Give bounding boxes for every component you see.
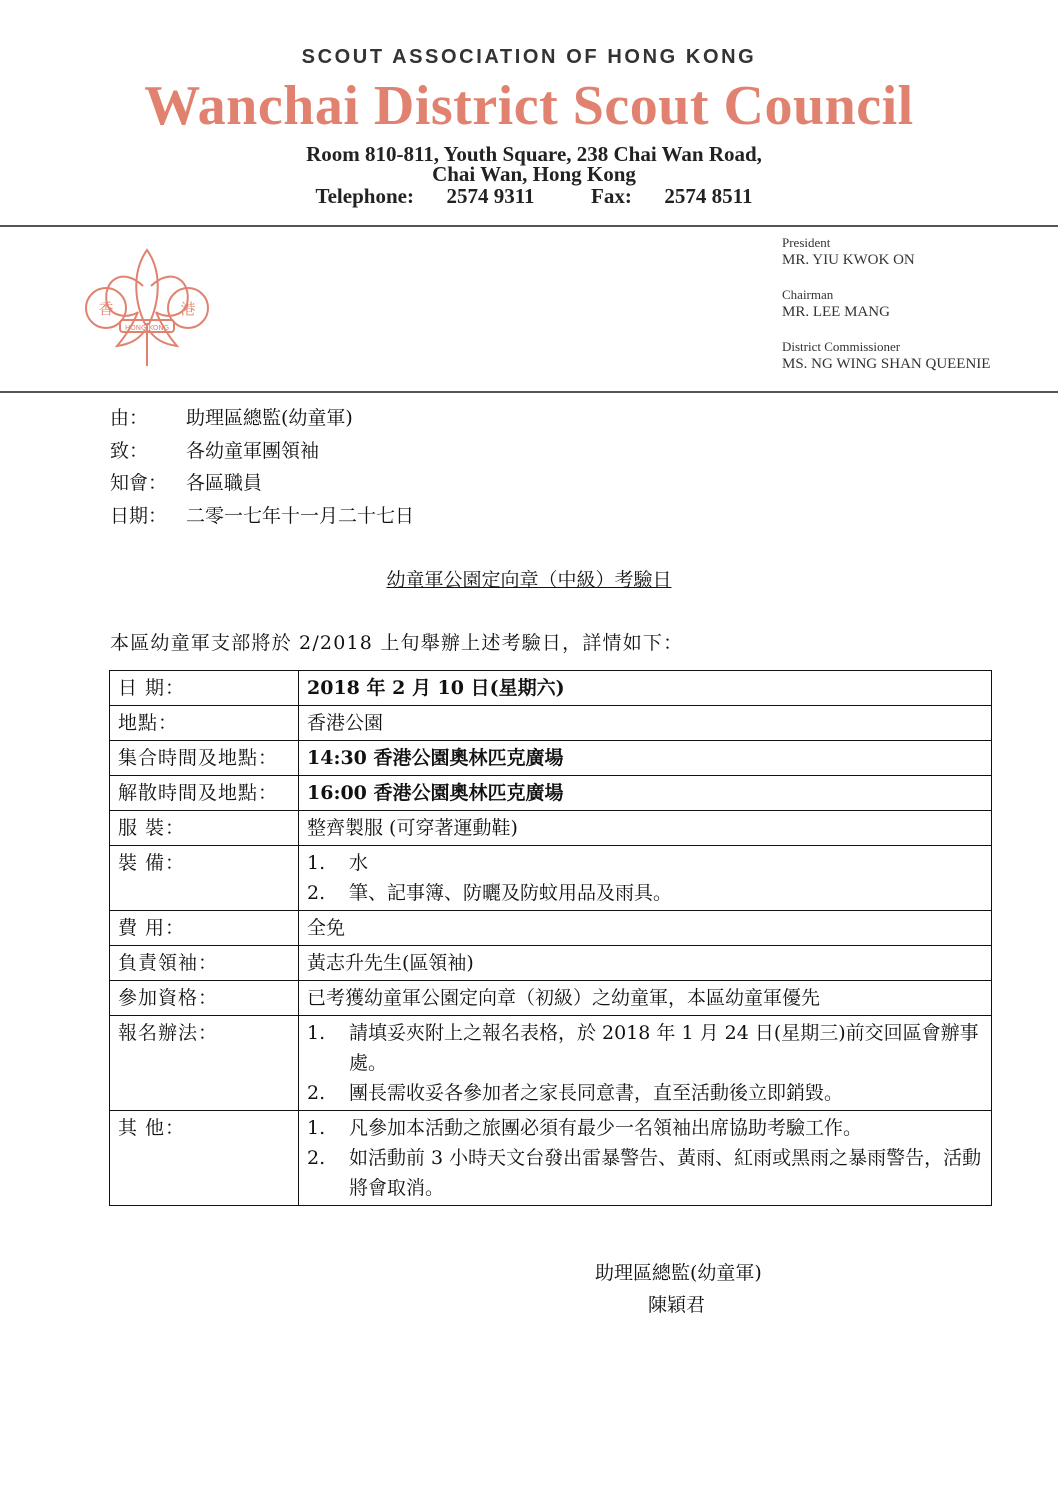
council-name: Wanchai District Scout Council <box>144 75 914 137</box>
list-item <box>307 1113 983 1143</box>
memo-cc-label: 知會： <box>110 472 168 494</box>
list-item-number: 2. <box>307 882 326 904</box>
official-name-commissioner: MS. NG WING SHAN QUEENIE <box>782 356 991 372</box>
list-item-text: 筆、記事簿、防曬及防蚊用品及雨具。 <box>349 882 673 904</box>
dismissal-value: 16:00 香港公園奧林匹克廣場 <box>299 776 992 811</box>
list-item <box>307 1143 983 1203</box>
list-item <box>307 1018 983 1078</box>
eligibility-value: 已考獲幼童軍公園定向章（初級）之幼童軍，本區幼童軍優先 <box>299 981 992 1016</box>
list-item <box>307 1078 983 1108</box>
table-row <box>110 741 992 776</box>
official-role-chairman: Chairman <box>782 287 834 302</box>
registration-label: 報名辦法： <box>110 1016 299 1111</box>
leader-label: 負責領袖： <box>110 946 299 981</box>
emblem-right-char: 港 <box>180 300 196 318</box>
header-divider-bottom <box>0 391 1058 393</box>
venue-label: 地點： <box>110 706 299 741</box>
memo-cc <box>110 468 262 498</box>
signature-title: 助理區總監(幼童軍) <box>595 1262 762 1284</box>
leader-value: 黃志升先生(區領袖) <box>299 946 992 981</box>
scout-fleur-de-lis-emblem-icon <box>82 246 212 370</box>
fax-number: 2574 8511 <box>664 184 753 208</box>
table-row <box>110 811 992 846</box>
list-item-number: 1. <box>307 1022 326 1044</box>
date-label: 日 期： <box>110 671 299 706</box>
association-name: SCOUT ASSOCIATION OF HONG KONG <box>301 46 757 68</box>
memo-date-label: 日期： <box>110 505 168 527</box>
telephone-label: Telephone: <box>315 184 414 208</box>
address-line-2: Chai Wan, Hong Kong <box>432 162 636 186</box>
official-role-commissioner: District Commissioner <box>782 339 901 354</box>
memo-to-label: 致： <box>110 440 149 462</box>
dismissal-label: 解散時間及地點： <box>110 776 299 811</box>
list-item-text: 如活動前 3 小時天文台發出雷暴警告、黃雨、紅雨或黑雨之暴雨警告，活動將會取消。 <box>349 1147 982 1199</box>
list-item-text: 團長需收妥各參加者之家長同意書，直至活動後立即銷毀。 <box>349 1082 844 1104</box>
telephone-number: 2574 9311 <box>446 184 535 208</box>
official-role-president: President <box>782 235 831 250</box>
memo-date-value: 二零一七年十一月二十七日 <box>186 505 415 527</box>
table-row <box>110 911 992 946</box>
list-item-number: 2. <box>307 1147 326 1169</box>
emblem-left-char: 香 <box>98 300 114 318</box>
table-row <box>110 671 992 706</box>
uniform-label: 服 裝： <box>110 811 299 846</box>
table-row <box>110 846 992 911</box>
details-table <box>109 670 992 1206</box>
assembly-value: 14:30 香港公園奧林匹克廣場 <box>299 741 992 776</box>
table-row <box>110 776 992 811</box>
fee-label: 費 用： <box>110 911 299 946</box>
signature-name: 陳穎君 <box>648 1294 706 1316</box>
list-item-number: 1. <box>307 1117 326 1139</box>
fax-label: Fax: <box>591 184 632 208</box>
table-row <box>110 1016 992 1111</box>
officials-list <box>782 234 990 390</box>
official-name-president: MR. YIU KWOK ON <box>782 252 915 268</box>
fee-value: 全免 <box>299 911 992 946</box>
others-label: 其 他： <box>110 1111 299 1206</box>
scout-emblem <box>82 246 212 370</box>
list-item <box>307 878 983 908</box>
list-item-text: 凡參加本活動之旅團必須有最少一名領袖出席協助考驗工作。 <box>349 1117 863 1139</box>
memo-from-label: 由： <box>110 407 149 429</box>
document-subject: 幼童軍公園定向章（中級）考驗日 <box>386 569 672 591</box>
memo-to-value: 各幼童軍團領袖 <box>186 440 320 462</box>
uniform-value: 整齊製服 (可穿著運動鞋) <box>299 811 992 846</box>
official-name-chairman: MR. LEE MANG <box>782 304 890 320</box>
list-item-text: 水 <box>349 852 369 874</box>
list-item-number: 1. <box>307 852 326 874</box>
list-item-number: 2. <box>307 1082 326 1104</box>
equipment-list <box>299 846 992 911</box>
date-value: 2018 年 2 月 10 日(星期六) <box>299 671 992 706</box>
memo-from-value: 助理區總監(幼童軍) <box>186 407 353 429</box>
table-row <box>110 981 992 1016</box>
others-list <box>299 1111 992 1206</box>
assembly-label: 集合時間及地點： <box>110 741 299 776</box>
contact-line <box>0 184 1058 209</box>
memo-date <box>110 501 414 531</box>
table-row <box>110 706 992 741</box>
address-line-1: Room 810-811, Youth Square, 238 Chai Wan Road, <box>306 142 762 166</box>
memo-cc-value: 各區職員 <box>186 472 263 494</box>
intro-paragraph: 本區幼童軍支部將於 2/2018 上旬舉辦上述考驗日，詳情如下： <box>110 632 684 654</box>
memo-from <box>110 403 353 433</box>
emblem-banner-text: HONG KONG <box>124 324 170 332</box>
list-item <box>307 848 983 878</box>
venue-value: 香港公園 <box>299 706 992 741</box>
header-divider-top <box>0 225 1058 227</box>
list-item-text: 請填妥夾附上之報名表格，於 2018 年 1 月 24 日(星期三)前交回區會辦事處。 <box>349 1022 979 1074</box>
memo-to <box>110 436 319 466</box>
registration-list <box>299 1016 992 1111</box>
table-row <box>110 1111 992 1206</box>
eligibility-label: 參加資格： <box>110 981 299 1016</box>
equipment-label: 裝 備： <box>110 846 299 911</box>
table-row <box>110 946 992 981</box>
